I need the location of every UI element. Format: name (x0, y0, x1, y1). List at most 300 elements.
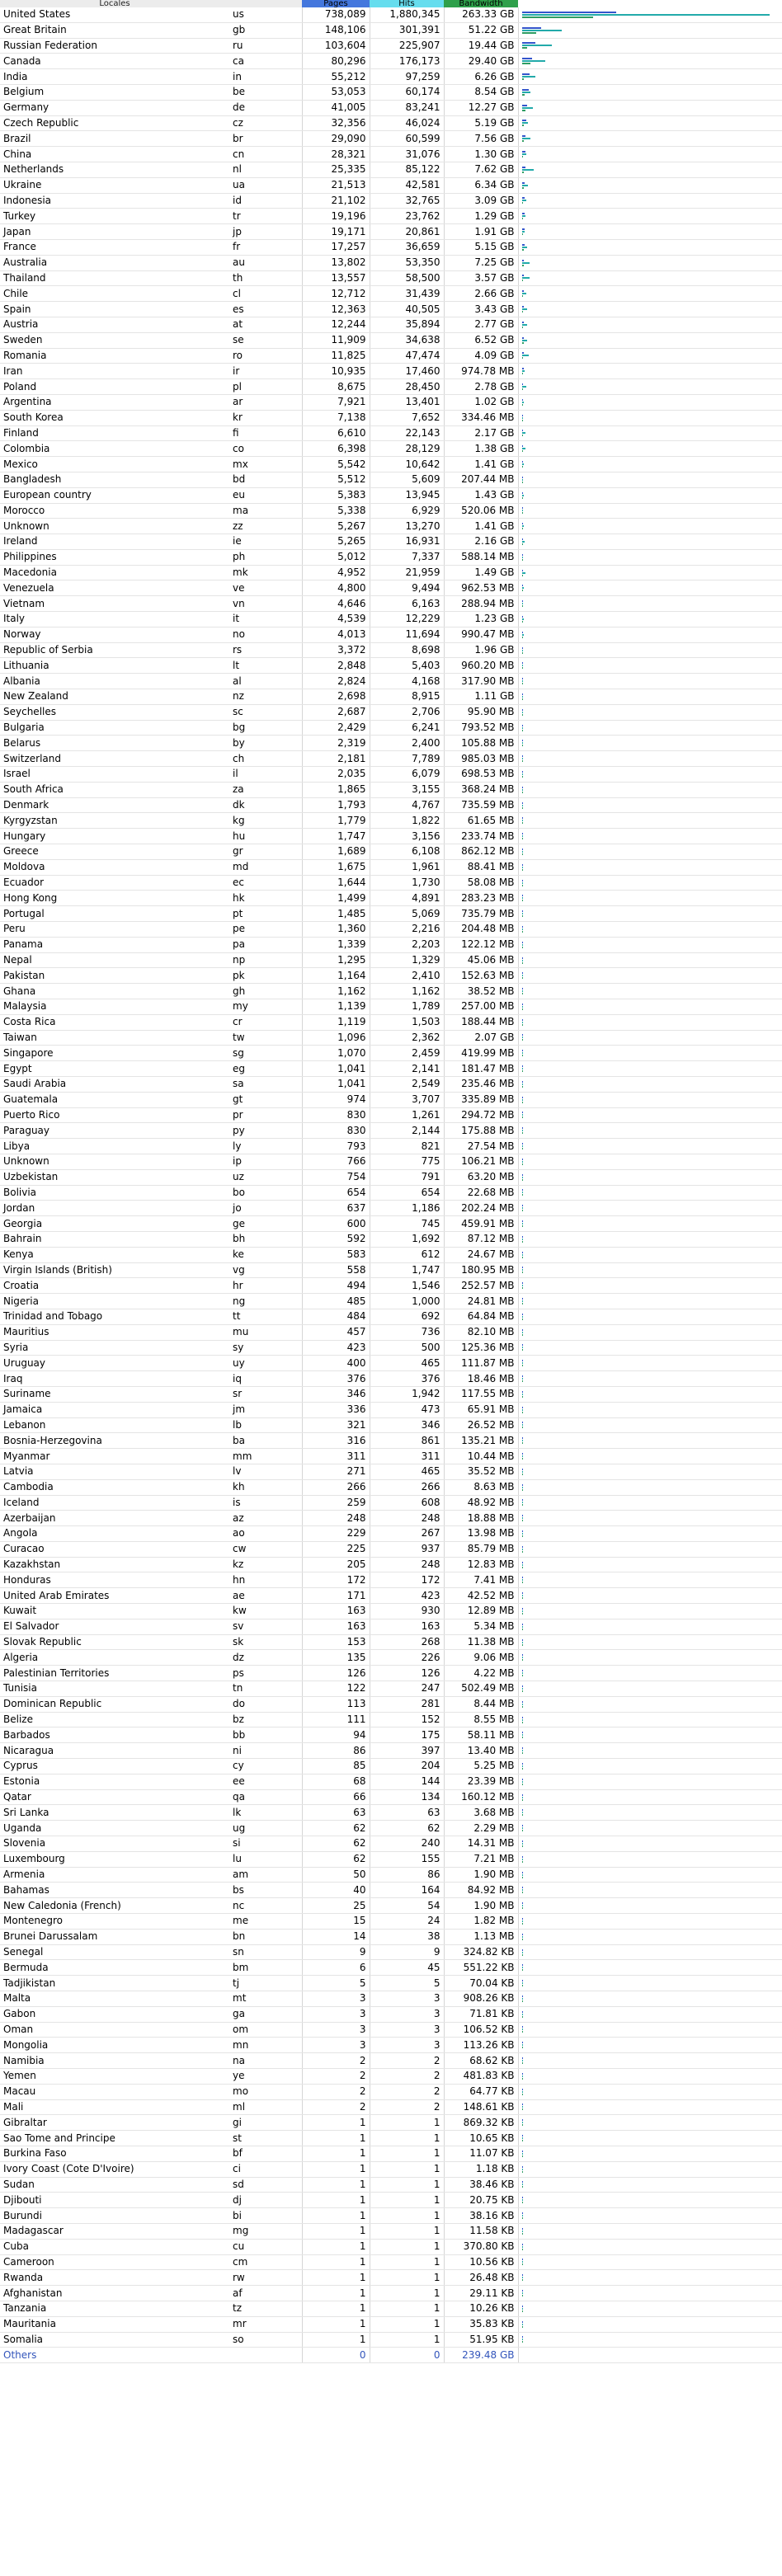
bandwidth-bar (522, 2310, 523, 2312)
locale-name: Romania (0, 348, 229, 364)
locale-name: Sri Lanka (0, 1805, 229, 1821)
pages-bar (522, 771, 523, 773)
pages-value: 1 (302, 2332, 370, 2348)
bandwidth-value: 38.16 KB (444, 2208, 518, 2224)
locale-name: Republic of Serbia (0, 642, 229, 658)
table-row (0, 829, 782, 844)
table-row (0, 704, 782, 720)
bar-graph (518, 1433, 782, 1449)
bandwidth-bar (522, 202, 523, 204)
bar-graph (518, 2115, 782, 2131)
locale-name: Argentina (0, 394, 229, 410)
bar-graph (518, 1030, 782, 1046)
bar-graph (518, 689, 782, 705)
pages-value: 738,089 (302, 7, 370, 22)
hits-bar (522, 510, 523, 511)
hits-value: 46,024 (370, 115, 444, 131)
table-row (0, 177, 782, 193)
locale-name: United States (0, 7, 229, 22)
locale-code: sd (229, 2177, 302, 2193)
hits-value: 144 (370, 1774, 444, 1789)
table-row (0, 332, 782, 348)
bar-graph (518, 1386, 782, 1402)
pages-bar (522, 1701, 523, 1703)
locale-name: Sao Tome and Principe (0, 2131, 229, 2146)
table-row (0, 1604, 782, 1619)
hits-value: 1 (370, 2193, 444, 2208)
pages-bar (522, 1794, 523, 1796)
header-locales[interactable]: Locales (0, 0, 229, 7)
locale-code: tt (229, 1309, 302, 1324)
bar-graph (518, 1464, 782, 1479)
bandwidth-value: 7.25 GB (444, 255, 518, 270)
bandwidth-bar (522, 265, 524, 266)
pages-bar (522, 27, 541, 29)
pages-bar (522, 1329, 523, 1331)
hits-value: 465 (370, 1356, 444, 1371)
locale-name: Colombia (0, 441, 229, 457)
locale-code: ba (229, 1433, 302, 1449)
bar-graph (518, 736, 782, 751)
pages-value: 19,196 (302, 209, 370, 224)
pages-value: 5,267 (302, 519, 370, 534)
bandwidth-bar (522, 760, 523, 762)
locale-name: Rwanda (0, 2270, 229, 2286)
pages-bar (522, 1592, 523, 1594)
pages-value: 1,644 (302, 875, 370, 891)
hits-value: 736 (370, 1324, 444, 1340)
hits-bar (522, 1998, 523, 2000)
locale-name: Belize (0, 1712, 229, 1728)
locale-name: Denmark (0, 797, 229, 813)
hits-value: 1,730 (370, 875, 444, 891)
table-row (0, 1696, 782, 1712)
hits-value: 654 (370, 1185, 444, 1201)
table-row (0, 1076, 782, 1092)
pages-bar (522, 275, 524, 276)
bandwidth-bar (522, 575, 523, 576)
pages-value: 21,513 (302, 177, 370, 193)
bandwidth-bar (522, 2217, 523, 2219)
locale-name: Greece (0, 844, 229, 860)
hits-value: 1,961 (370, 859, 444, 875)
bar-graph (518, 457, 782, 472)
hits-value: 12,229 (370, 612, 444, 628)
pages-bar (522, 1407, 523, 1408)
table-row (0, 1371, 782, 1387)
hits-value: 2 (370, 2084, 444, 2099)
pages-bar (522, 461, 523, 463)
bar-graph (518, 1526, 782, 1542)
locale-code: eg (229, 1061, 302, 1077)
table-row (0, 952, 782, 968)
locale-name: El Salvador (0, 1619, 229, 1634)
locale-code: ar (229, 394, 302, 410)
bandwidth-bar (522, 1474, 523, 1475)
bandwidth-value: 38.52 MB (444, 984, 518, 999)
bandwidth-value: 45.06 MB (444, 952, 518, 968)
header-hits[interactable]: Hits (370, 0, 444, 7)
pages-bar (522, 1236, 523, 1238)
pages-value: 1,164 (302, 968, 370, 984)
locale-name: Nicaragua (0, 1743, 229, 1759)
hits-value: 1 (370, 2146, 444, 2161)
table-row (0, 1247, 782, 1262)
bandwidth-bar (522, 1752, 523, 1754)
hits-value: 1 (370, 2115, 444, 2131)
bandwidth-value: 7.41 MB (444, 1572, 518, 1588)
hits-bar (522, 2075, 523, 2077)
hits-value: 612 (370, 1247, 444, 1262)
bandwidth-bar (522, 1225, 523, 1227)
pages-value: 5,265 (302, 534, 370, 550)
bandwidth-bar (522, 16, 593, 18)
pages-value: 2 (302, 2084, 370, 2099)
table-row (0, 612, 782, 628)
locale-code: kh (229, 1479, 302, 1495)
bandwidth-value: 1.49 GB (444, 565, 518, 581)
locale-name: Somalia (0, 2332, 229, 2348)
bandwidth-bar (522, 1132, 523, 1134)
pages-bar (522, 2228, 523, 2230)
locale-name: Senegal (0, 1944, 229, 1960)
bar-graph (518, 1944, 782, 1960)
table-row (0, 1201, 782, 1216)
table-row (0, 1821, 782, 1836)
pages-value: 248 (302, 1511, 370, 1526)
hits-value: 31,439 (370, 286, 444, 302)
locale-name: Egypt (0, 1061, 229, 1077)
hits-value: 1,261 (370, 1107, 444, 1123)
locale-name: Nepal (0, 952, 229, 968)
bandwidth-value: 317.90 MB (444, 674, 518, 689)
hits-bar (522, 1099, 523, 1101)
bandwidth-value: 18.88 MB (444, 1511, 518, 1526)
bar-graph (518, 1169, 782, 1185)
pages-bar (522, 1763, 523, 1765)
hits-bar (522, 1130, 523, 1131)
table-row (0, 7, 782, 22)
table-row (0, 1851, 782, 1867)
hits-bar (522, 867, 523, 868)
bandwidth-value: 95.90 MB (444, 704, 518, 720)
hits-value: 6,163 (370, 596, 444, 612)
hits-bar (522, 402, 524, 403)
locale-code: br (229, 131, 302, 147)
bandwidth-value: 10.56 KB (444, 2254, 518, 2270)
bar-graph (518, 1324, 782, 1340)
table-row (0, 2084, 782, 2099)
table-row (0, 1185, 782, 1201)
bar-graph (518, 302, 782, 317)
hits-value: 60,599 (370, 131, 444, 147)
hits-value: 6,241 (370, 720, 444, 736)
bar-graph (518, 1898, 782, 1914)
table-row (0, 270, 782, 286)
hits-bar (522, 1843, 523, 1845)
hits-value: 821 (370, 1139, 444, 1154)
bar-graph (518, 875, 782, 891)
bandwidth-bar (522, 698, 523, 700)
table-row (0, 549, 782, 565)
locale-name: Honduras (0, 1572, 229, 1588)
locale-code: mm (229, 1449, 302, 1464)
pages-bar (522, 787, 523, 788)
table-row (0, 968, 782, 984)
pages-bar (522, 709, 523, 711)
hits-bar (522, 2261, 523, 2263)
locale-code: ye (229, 2068, 302, 2084)
bar-graph (518, 22, 782, 38)
pages-value: 1,041 (302, 1061, 370, 1077)
table-row (0, 2208, 782, 2224)
table-row (0, 1914, 782, 1930)
bar-graph (518, 69, 782, 85)
bandwidth-value: 175.88 MB (444, 1123, 518, 1139)
locale-code: bs (229, 1883, 302, 1898)
locale-name: Trinidad and Tobago (0, 1309, 229, 1324)
pages-bar (522, 12, 616, 13)
locale-name: Montenegro (0, 1914, 229, 1930)
bandwidth-value: 63.20 MB (444, 1169, 518, 1185)
bandwidth-bar (522, 1024, 523, 1026)
locale-name: Libya (0, 1139, 229, 1154)
hits-bar (522, 1765, 523, 1767)
pages-value: 1 (302, 2146, 370, 2161)
bandwidth-bar (522, 947, 523, 948)
hits-value: 5 (370, 1976, 444, 1991)
bandwidth-bar (522, 373, 523, 374)
bandwidth-value: 419.99 MB (444, 1046, 518, 1061)
locale-name: Bulgaria (0, 720, 229, 736)
bar-graph (518, 1650, 782, 1666)
locale-code: fr (229, 239, 302, 255)
hits-bar (522, 1006, 523, 1008)
hits-bar (522, 153, 526, 155)
hits-bar (522, 634, 524, 636)
pages-value: 80,296 (302, 54, 370, 69)
locale-name: Canada (0, 54, 229, 69)
pages-bar (522, 260, 524, 261)
locale-name: Morocco (0, 503, 229, 519)
bandwidth-bar (522, 2263, 523, 2265)
locale-name: Tunisia (0, 1681, 229, 1697)
hits-value: 86 (370, 1867, 444, 1883)
bandwidth-value: 1.30 GB (444, 147, 518, 162)
table-row (0, 1572, 782, 1588)
bar-graph (518, 2161, 782, 2177)
locale-code: ie (229, 534, 302, 550)
bar-graph (518, 177, 782, 193)
locale-code: sn (229, 1944, 302, 1960)
bar-graph (518, 1634, 782, 1650)
pages-value: 62 (302, 1851, 370, 1867)
hits-value: 268 (370, 1634, 444, 1650)
bandwidth-value: 2.78 GB (444, 379, 518, 395)
bandwidth-bar (522, 2062, 523, 2064)
locale-code: be (229, 84, 302, 100)
table-row (0, 100, 782, 115)
pages-value: 9 (302, 1944, 370, 1960)
bandwidth-bar (522, 172, 524, 173)
locale-name: Unknown (0, 519, 229, 534)
table-row (0, 1511, 782, 1526)
bandwidth-bar (522, 807, 523, 809)
locale-name: Suriname (0, 1386, 229, 1402)
bandwidth-bar (522, 714, 523, 716)
locale-code: kz (229, 1557, 302, 1572)
pages-bar (522, 2306, 523, 2307)
locale-name: Norway (0, 627, 229, 642)
bar-graph (518, 2239, 782, 2254)
hits-value: 3 (370, 2006, 444, 2022)
locale-name: Indonesia (0, 193, 229, 209)
pages-value: 1,675 (302, 859, 370, 875)
locale-code: jo (229, 1201, 302, 1216)
pages-bar (522, 213, 525, 214)
hits-value: 38 (370, 1929, 444, 1944)
table-row (0, 581, 782, 596)
bandwidth-value: 8.54 GB (444, 84, 518, 100)
pages-bar (522, 89, 529, 91)
pages-value: 1,119 (302, 1014, 370, 1030)
locale-code: ph (229, 549, 302, 565)
bandwidth-bar (522, 2202, 523, 2203)
pages-value: 1,499 (302, 891, 370, 906)
hits-value: 692 (370, 1309, 444, 1324)
table-row (0, 1557, 782, 1572)
hits-bar (522, 1704, 523, 1705)
bandwidth-bar (522, 853, 523, 855)
pages-value: 1,793 (302, 797, 370, 813)
bar-graph (518, 1340, 782, 1356)
table-row (0, 565, 782, 581)
locale-code: tj (229, 1976, 302, 1991)
pages-bar (522, 2073, 523, 2075)
locale-code: mg (229, 2223, 302, 2239)
hits-value: 58,500 (370, 270, 444, 286)
locale-name: Singapore (0, 1046, 229, 1061)
table-row (0, 1169, 782, 1185)
hits-bar (522, 1781, 523, 1783)
locale-name: Slovenia (0, 1836, 229, 1852)
bar-graph (518, 642, 782, 658)
bar-graph (518, 2006, 782, 2022)
pages-bar (522, 1577, 523, 1578)
locale-code: sg (229, 1046, 302, 1061)
hits-bar (522, 1812, 523, 1813)
locale-code: me (229, 1914, 302, 1930)
bandwidth-value: 10.26 KB (444, 2301, 518, 2316)
bar-graph (518, 209, 782, 224)
pages-value: 225 (302, 1541, 370, 1557)
hits-bar (522, 727, 523, 729)
locale-name: Czech Republic (0, 115, 229, 131)
pages-value: 94 (302, 1728, 370, 1743)
bandwidth-bar (522, 1706, 523, 1708)
table-row (0, 1262, 782, 1278)
table-row (0, 1061, 782, 1077)
pages-value: 5,338 (302, 503, 370, 519)
pages-value: 637 (302, 1201, 370, 1216)
hits-bar (522, 417, 523, 419)
pages-bar (522, 1391, 523, 1393)
hits-value: 2,203 (370, 937, 444, 952)
pages-bar (522, 817, 523, 819)
table-row (0, 1154, 782, 1169)
bandwidth-value: 29.11 KB (444, 2286, 518, 2301)
bandwidth-value: 6.34 GB (444, 177, 518, 193)
table-row (0, 2161, 782, 2177)
bandwidth-value: 71.81 KB (444, 2006, 518, 2022)
pages-value: 11,909 (302, 332, 370, 348)
hits-bar (522, 277, 530, 279)
bandwidth-value: 11.58 KB (444, 2223, 518, 2239)
bandwidth-bar (522, 1116, 523, 1118)
header-graph (518, 0, 782, 7)
bandwidth-value: 3.09 GB (444, 193, 518, 209)
bandwidth-bar (522, 280, 523, 281)
locale-name: Macau (0, 2084, 229, 2099)
pages-bar (522, 415, 523, 416)
locale-name: Unknown (0, 1154, 229, 1169)
bandwidth-bar (522, 1814, 523, 1816)
locale-code: mo (229, 2084, 302, 2099)
table-row (0, 1046, 782, 1061)
hits-value: 1 (370, 2332, 444, 2348)
locale-name: Belarus (0, 736, 229, 751)
bandwidth-bar (522, 2326, 523, 2328)
pages-value: 113 (302, 1696, 370, 1712)
hits-bar (522, 1269, 523, 1271)
bar-graph (518, 1495, 782, 1511)
pages-bar (522, 182, 525, 184)
hits-value: 175 (370, 1728, 444, 1743)
pages-bar (522, 725, 523, 726)
locale-name: Guatemala (0, 1092, 229, 1107)
locale-name: Burundi (0, 2208, 229, 2224)
hits-value: 5,609 (370, 472, 444, 487)
locale-name: Ukraine (0, 177, 229, 193)
locale-name: Philippines (0, 549, 229, 565)
hits-bar (522, 448, 525, 449)
bar-graph (518, 1278, 782, 1294)
locale-name: Brunei Darussalam (0, 1929, 229, 1944)
hits-value: 4,891 (370, 891, 444, 906)
table-row (0, 1728, 782, 1743)
bandwidth-value: 481.83 KB (444, 2068, 518, 2084)
locale-code: no (229, 627, 302, 642)
locale-name: Dominican Republic (0, 1696, 229, 1712)
locale-name: Djibouti (0, 2193, 229, 2208)
bar-graph (518, 1774, 782, 1789)
locale-code: at (229, 317, 302, 332)
table-body (0, 7, 782, 2363)
table-row (0, 1944, 782, 1960)
hits-value: 775 (370, 1154, 444, 1169)
hits-value: 1,942 (370, 1386, 444, 1402)
hits-bar (522, 789, 523, 791)
bandwidth-value: 88.41 MB (444, 859, 518, 875)
table-row (0, 1867, 782, 1883)
pages-bar (522, 1205, 523, 1206)
bandwidth-value: 11.07 KB (444, 2146, 518, 2161)
header-bandwidth[interactable]: Bandwidth (444, 0, 518, 7)
header-pages[interactable]: Pages (302, 0, 370, 7)
table-row (0, 1278, 782, 1294)
hits-bar (522, 1517, 523, 1519)
bar-graph (518, 1991, 782, 2007)
